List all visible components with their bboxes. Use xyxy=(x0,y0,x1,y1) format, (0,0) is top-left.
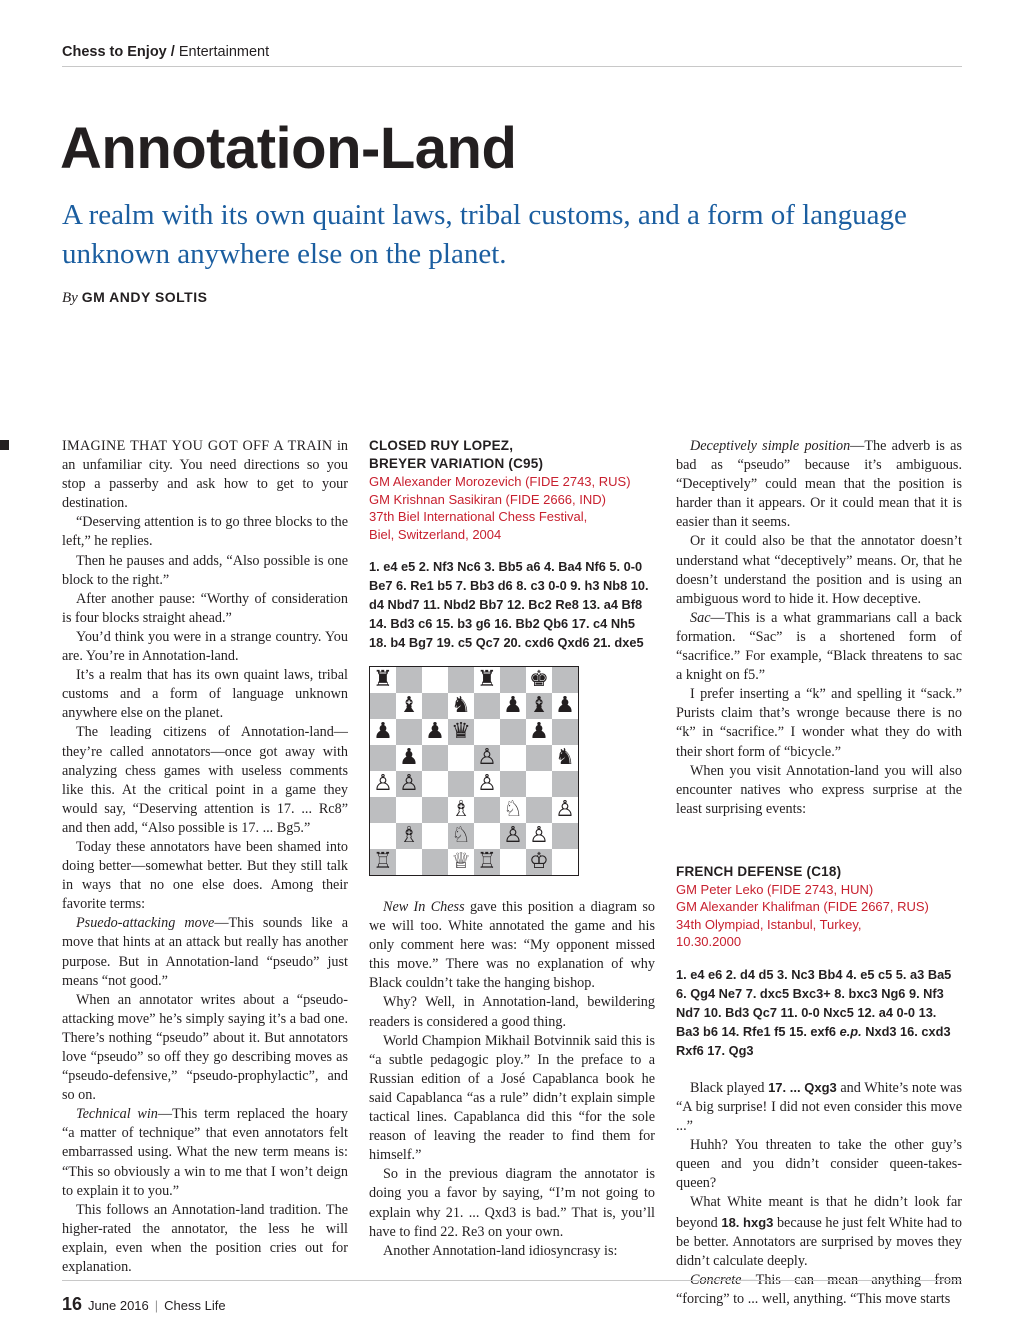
article-title: Annotation-Land xyxy=(60,116,517,181)
board-square xyxy=(474,823,500,849)
game2-moves-part2: Nxd3 16. cxd3 Rxf6 17. Qg3 xyxy=(676,1023,951,1058)
game1-title-line2: BREYER VARIATION (C95) xyxy=(369,456,544,471)
paragraph-text: because he just felt White had to be better. Annotators are surprised by moves they didn’t calculate deeply. xyxy=(676,1214,962,1269)
game2-title: FRENCH DEFENSE (C18) xyxy=(676,863,842,879)
black-queen-icon: ♛ xyxy=(451,719,471,744)
paragraph: World Champion Mikhail Botvinnik said this is “a subtle pedagogic ploy.” In the preface to a Russian edition of a José Capablanca book he said Capablanca “as a rule” didn’t explain simple tactical lines. Capablanca did this “for the sole reason of leaving the reader to find them for himself.” xyxy=(369,1032,655,1164)
board-square xyxy=(448,771,474,797)
lead-in: IMAGINE THAT YOU GOT OFF A TRAIN xyxy=(62,438,333,454)
white-bishop-icon: ♗ xyxy=(451,797,471,822)
white-knight-icon: ♘ xyxy=(451,823,471,848)
paragraph: So in the previous diagram the annotator is doing you a favor by saying, “I’m not going to explain why 21. ... Qxd3 is bad.” That is, you’ll have to find 22. Re3 on your own. xyxy=(369,1166,655,1240)
byline xyxy=(62,289,207,307)
board-square xyxy=(422,797,448,823)
board-square xyxy=(396,745,422,771)
footer-separator: | xyxy=(154,1298,159,1313)
board-square xyxy=(422,667,448,693)
board-square xyxy=(552,797,578,823)
board-square xyxy=(448,719,474,745)
board-square xyxy=(396,719,422,745)
board-square xyxy=(526,849,552,875)
game2-date: 10.30.2000 xyxy=(676,934,742,950)
board-square xyxy=(370,797,396,823)
board-square xyxy=(422,771,448,797)
spacer xyxy=(676,819,962,863)
paragraph xyxy=(369,898,655,993)
white-bishop-icon: ♗ xyxy=(399,823,419,848)
game2-event: 34th Olympiad, Istanbul, Turkey, xyxy=(676,916,862,932)
black-rook-icon: ♜ xyxy=(477,667,497,692)
board-square xyxy=(370,823,396,849)
paragraph: Today these annotators have been shamed into doing better—somewhat better. But they still talk in ways that no one else does. Among their favorite terms: xyxy=(62,838,348,913)
board-square xyxy=(500,745,526,771)
page-number: 16 xyxy=(62,1294,83,1314)
white-pawn-icon: ♙ xyxy=(477,771,497,796)
en-passant-marker: e.p. xyxy=(839,1023,862,1039)
paragraph-text: —This sounds like a move that hints at an attack but really has another purpose. But in Annotation-land “pseudo” just means “not good.” xyxy=(62,915,348,989)
board-square xyxy=(474,667,500,693)
board-square xyxy=(474,745,500,771)
game1-info xyxy=(369,473,655,543)
paragraph: Or it could also be that the annotator doesn’t understand what “deceptively” means. Or, that he doesn’t understand the position and is using an ambiguous word to hide it. How deceptive. xyxy=(676,533,962,607)
issue-date: June 2016 xyxy=(88,1298,149,1313)
board-square xyxy=(474,797,500,823)
paragraph: This follows an Annotation-land tradition. The higher-rated the annotator, the less he will explain, even when the position cries out for explanation. xyxy=(62,1201,348,1276)
board-square xyxy=(526,797,552,823)
term: Psuedo-attacking move xyxy=(76,915,215,932)
term: Technical win xyxy=(76,1106,158,1123)
board-square xyxy=(526,719,552,745)
board-square xyxy=(396,771,422,797)
board-square xyxy=(500,849,526,875)
black-pawn-icon: ♟ xyxy=(399,745,419,770)
black-pawn-icon: ♟ xyxy=(529,719,549,744)
board-square xyxy=(500,693,526,719)
chess-board xyxy=(369,666,579,876)
paragraph: When an annotator writes about a “pseudo-attacking move” he’s simply saying it’s a bad one. There’s nothing “pseudo” about it. But annotators love “pseudo” so off they go describing moves as “pseudo-defensive,” “pseudo-prophylactic”, and so on. xyxy=(62,991,348,1104)
paragraph xyxy=(676,1078,962,1136)
term: Concrete xyxy=(690,1271,742,1288)
white-knight-icon: ♘ xyxy=(503,797,523,822)
board-square xyxy=(396,849,422,875)
board-square xyxy=(448,745,474,771)
board-square xyxy=(500,823,526,849)
inline-move: 17. ... Qxg3 xyxy=(768,1079,837,1095)
board-square xyxy=(396,797,422,823)
paragraph xyxy=(676,437,962,532)
board-square xyxy=(500,667,526,693)
game2-white-player: GM Peter Leko (FIDE 2743, HUN) xyxy=(676,881,874,897)
column-1 xyxy=(62,437,348,1277)
board-square xyxy=(500,771,526,797)
article-start-marker xyxy=(0,440,9,450)
board-square xyxy=(552,719,578,745)
paragraph: Why? Well, in Annotation-land, bewildering readers is considered a good thing. xyxy=(369,994,655,1030)
paragraph: When you visit Annotation-land you will also encounter natives who express surprise at the least surprising events: xyxy=(676,762,962,817)
black-knight-icon: ♞ xyxy=(555,745,575,770)
game1-place: Biel, Switzerland, 2004 xyxy=(369,526,502,542)
term: Sac xyxy=(690,609,711,626)
running-header xyxy=(62,44,962,60)
paragraph-text: and White’s note was “A big surprise! I did not even consider this move ...” xyxy=(676,1079,962,1135)
black-king-icon: ♚ xyxy=(529,667,549,692)
black-rook-icon: ♜ xyxy=(373,667,393,692)
board-square xyxy=(422,823,448,849)
black-pawn-icon: ♟ xyxy=(555,693,575,718)
byline-by: By xyxy=(62,290,78,306)
paragraph: “Deserving attention is to go three blocks to the left,” he replies. xyxy=(62,514,348,550)
chess-diagram xyxy=(369,666,579,876)
board-square xyxy=(526,693,552,719)
paragraph-text: What White meant is that he didn’t look far beyond xyxy=(676,1194,962,1231)
paragraph-text: —This is a what grammarians call a back formation. “Sac” is a shortened form of “sacrifice.” For example, “Black threatens to sac a knight on f5.” xyxy=(676,609,962,684)
paragraph: Then he pauses and adds, “Also possible is one block to the right.” xyxy=(62,552,348,588)
board-square xyxy=(448,823,474,849)
white-rook-icon: ♖ xyxy=(373,849,393,874)
board-square xyxy=(396,823,422,849)
byline-author: GM ANDY SOLTIS xyxy=(81,289,208,305)
board-square xyxy=(474,771,500,797)
white-pawn-icon: ♙ xyxy=(399,771,419,796)
board-square xyxy=(370,771,396,797)
game1-white-player: GM Alexander Morozevich (FIDE 2743, RUS) xyxy=(369,474,631,489)
board-square xyxy=(370,719,396,745)
column-3 xyxy=(676,437,962,1309)
game1-moves: 1. e4 e5 2. Nf3 Nc6 3. Bb5 a6 4. Ba4 Nf6 5. 0-0 Be7 6. Re1 b5 7. Bb3 d6 8. c3 0-0 9. h3 Nb8 10. d4 Nbd7 11. Nbd2 Bb7 12. Bc2 Re8 13. a4 Bf8 14. Bd3 c6 15. b3 g6 16. Bb2 Qb6 17. c4 Nh5 18. b4 Bg7 19. c5 Qc7 20. cxd6 Qxd6 21. dxe5 xyxy=(369,559,649,650)
paragraph-text: —The adverb is as bad as “pseudo” because it’s ambiguous. “Deceptively” could mean that the position is harder than it appears. Or it could mean that it is easier than it seems. xyxy=(676,438,962,531)
paragraph: Another Annotation-land idiosyncrasy is: xyxy=(383,1242,618,1259)
board-square xyxy=(474,719,500,745)
board-square xyxy=(552,849,578,875)
board-square xyxy=(526,771,552,797)
magazine-name: Chess Life xyxy=(164,1298,226,1313)
game1-black-player: GM Krishnan Sasikiran (FIDE 2666, IND) xyxy=(369,491,606,507)
column-2 xyxy=(369,437,655,1261)
page-footer xyxy=(62,1294,226,1315)
game2-black-player: GM Alexander Khalifman (FIDE 2667, RUS) xyxy=(676,899,929,915)
paragraph xyxy=(62,914,348,990)
paragraph xyxy=(676,1193,962,1270)
white-pawn-icon: ♙ xyxy=(477,745,497,770)
board-square xyxy=(526,823,552,849)
game2-moves-part1: 1. e4 e6 2. d4 d5 3. Nc3 Bb4 4. e5 c5 5. a3 Ba5 6. Qg4 Ne7 7. dxc5 Bxc3+ 8. bxc3 Ng6 9. Nf3 Nd7 10. Bd3 Qc7 11. 0-0 Nxc5 12. a4 0-0 13. Ba3 b6 14. Rfe1 f5 15. exf6 xyxy=(676,966,952,1039)
white-rook-icon: ♖ xyxy=(477,849,497,874)
board-square xyxy=(448,797,474,823)
paragraph xyxy=(62,437,348,513)
board-square xyxy=(448,849,474,875)
white-pawn-icon: ♙ xyxy=(555,797,575,822)
white-pawn-icon: ♙ xyxy=(529,823,549,848)
paragraph-text: gave this position a diagram so we will too. White annotated the game and his only comment here was: “My opponent missed this move.” There was no explanation of why Black couldn’t take the hanging bishop. xyxy=(369,899,655,992)
board-square xyxy=(552,823,578,849)
paragraph-text: Black played xyxy=(690,1079,769,1096)
section-category: Entertainment xyxy=(178,44,270,60)
board-square xyxy=(552,693,578,719)
game2-moves xyxy=(676,965,962,1060)
header-rule xyxy=(62,66,962,67)
white-pawn-icon: ♙ xyxy=(373,771,393,796)
board-square xyxy=(448,667,474,693)
board-square xyxy=(526,667,552,693)
board-square xyxy=(526,745,552,771)
paragraph: After another pause: “Worthy of consideration is four blocks straight ahead.” xyxy=(62,590,348,626)
paragraph: The leading citizens of Annotation-land—they’re called annotators—once got away with analyzing chess games with useless comments like this. At the critical point in a game they would say, “Deserving attention is 17. ... Rc8” and then add, “Also possible is 17. ... Bg5.” xyxy=(62,724,348,836)
section-name: Chess to Enjoy xyxy=(62,44,167,60)
board-square xyxy=(474,849,500,875)
board-square xyxy=(396,693,422,719)
board-square xyxy=(448,693,474,719)
paragraph-text: —This term replaced the hoary “a matter of technique” that even annotators felt embarrassed using. What the new term means is: “This so obviously a win to me that I won’t deign to explain it to you.” xyxy=(62,1106,348,1199)
paragraph: You’d think you were in a strange country. You are. You’re in Annotation-land. xyxy=(62,628,348,665)
inline-move: 18. hxg3 xyxy=(721,1214,774,1230)
board-square xyxy=(370,693,396,719)
board-square xyxy=(552,771,578,797)
paragraph xyxy=(676,1271,962,1309)
white-queen-icon: ♕ xyxy=(451,849,471,874)
black-bishop-icon: ♝ xyxy=(529,693,549,718)
game1-title-line1: CLOSED RUY LOPEZ, xyxy=(369,438,514,453)
board-square xyxy=(422,745,448,771)
paragraph: I prefer inserting a “k” and spelling it “sack.” Purists claim that’s wronge because there is no “k” in “sacrifice.” I wonder what they do with their short form of “bicycle.” xyxy=(676,686,962,760)
board-square xyxy=(552,667,578,693)
game2-info xyxy=(676,881,962,951)
board-square xyxy=(474,693,500,719)
paragraph-text: —This can mean anything from “forcing” to ... well, anything. “This move starts xyxy=(676,1271,962,1307)
black-pawn-icon: ♟ xyxy=(373,719,393,744)
board-square xyxy=(370,745,396,771)
game1-event: 37th Biel International Chess Festival, xyxy=(369,509,588,524)
board-square xyxy=(370,667,396,693)
board-square xyxy=(500,797,526,823)
black-knight-icon: ♞ xyxy=(451,693,471,718)
paragraph: It’s a realm that has its own quaint laws, tribal customs and a form of language unknown anywhere else on the planet. xyxy=(62,667,348,722)
board-square xyxy=(422,849,448,875)
black-pawn-icon: ♟ xyxy=(425,719,445,744)
paragraph: Huhh? You threaten to take the other guy’s queen and you didn’t consider queen-takes-queen? xyxy=(676,1137,962,1192)
board-square xyxy=(552,745,578,771)
footer-rule xyxy=(62,1280,962,1281)
paragraph xyxy=(676,609,962,685)
white-pawn-icon: ♙ xyxy=(503,823,523,848)
board-square xyxy=(422,719,448,745)
article-subtitle: A realm with its own quaint laws, tribal customs, and a form of language unknown anywhere else on the planet. xyxy=(62,199,907,270)
paragraph xyxy=(62,1105,348,1200)
header-separator: / xyxy=(166,44,179,60)
board-square xyxy=(370,849,396,875)
board-square xyxy=(422,693,448,719)
paragraph-text: in an unfamiliar city. You need directions so you stop a passerby and ask how to get to your destination. xyxy=(62,438,348,512)
publication-name: New In Chess xyxy=(383,899,465,915)
board-square xyxy=(500,719,526,745)
board-square xyxy=(396,667,422,693)
black-bishop-icon: ♝ xyxy=(399,693,419,718)
term: Deceptively simple position xyxy=(690,438,851,454)
game1-title xyxy=(369,437,655,473)
black-pawn-icon: ♟ xyxy=(503,693,523,718)
white-king-icon: ♔ xyxy=(529,849,549,874)
